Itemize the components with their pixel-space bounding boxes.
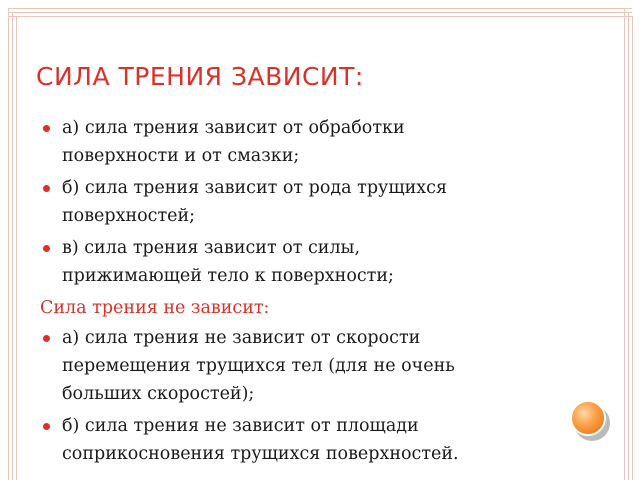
frame-left-line <box>12 12 13 480</box>
list-item-depends-a <box>40 114 560 170</box>
frame-right-line <box>624 8 625 480</box>
list-item-depends-c <box>40 234 560 290</box>
frame-right-line <box>628 12 629 480</box>
slide-title: СИЛА ТРЕНИЯ ЗАВИСИТ: <box>36 62 364 91</box>
item-line: в) сила трения зависит от силы, <box>62 238 361 258</box>
item-line: перемещения трущихся тел (для не очень <box>62 356 455 376</box>
item-line: поверхности и от смазки; <box>62 146 300 166</box>
slide-content <box>40 114 560 472</box>
frame-top-line <box>8 12 632 13</box>
list-item-independent-a <box>40 324 560 408</box>
frame-right-line <box>632 16 633 480</box>
item-line: больших скоростей); <box>62 384 255 404</box>
subheading-not-depends: Сила трения не зависит: <box>40 298 270 318</box>
item-line: поверхностей; <box>62 206 196 226</box>
item-line: а) сила трения зависит от обработки <box>62 118 405 138</box>
frame-left-line <box>8 8 9 480</box>
item-line: б) сила трения не зависит от площади <box>62 416 419 436</box>
item-line: соприкосновения трущихся поверхностей. <box>62 444 459 464</box>
frame-left-line <box>16 16 17 480</box>
bullet-icon <box>43 125 50 132</box>
item-line: б) сила трения зависит от рода трущихся <box>62 178 447 198</box>
list-item-independent-b <box>40 412 560 468</box>
item-line: а) сила трения не зависит от скорости <box>62 328 421 348</box>
bullet-icon <box>43 423 50 430</box>
frame-top-line <box>8 16 632 17</box>
bullet-icon <box>43 185 50 192</box>
bullet-icon <box>43 245 50 252</box>
bullet-icon <box>43 335 50 342</box>
decorative-ball-icon <box>570 400 606 436</box>
frame-top-line <box>8 8 632 9</box>
item-line: прижимающей тело к поверхности; <box>62 266 394 286</box>
list-item-depends-b <box>40 174 560 230</box>
